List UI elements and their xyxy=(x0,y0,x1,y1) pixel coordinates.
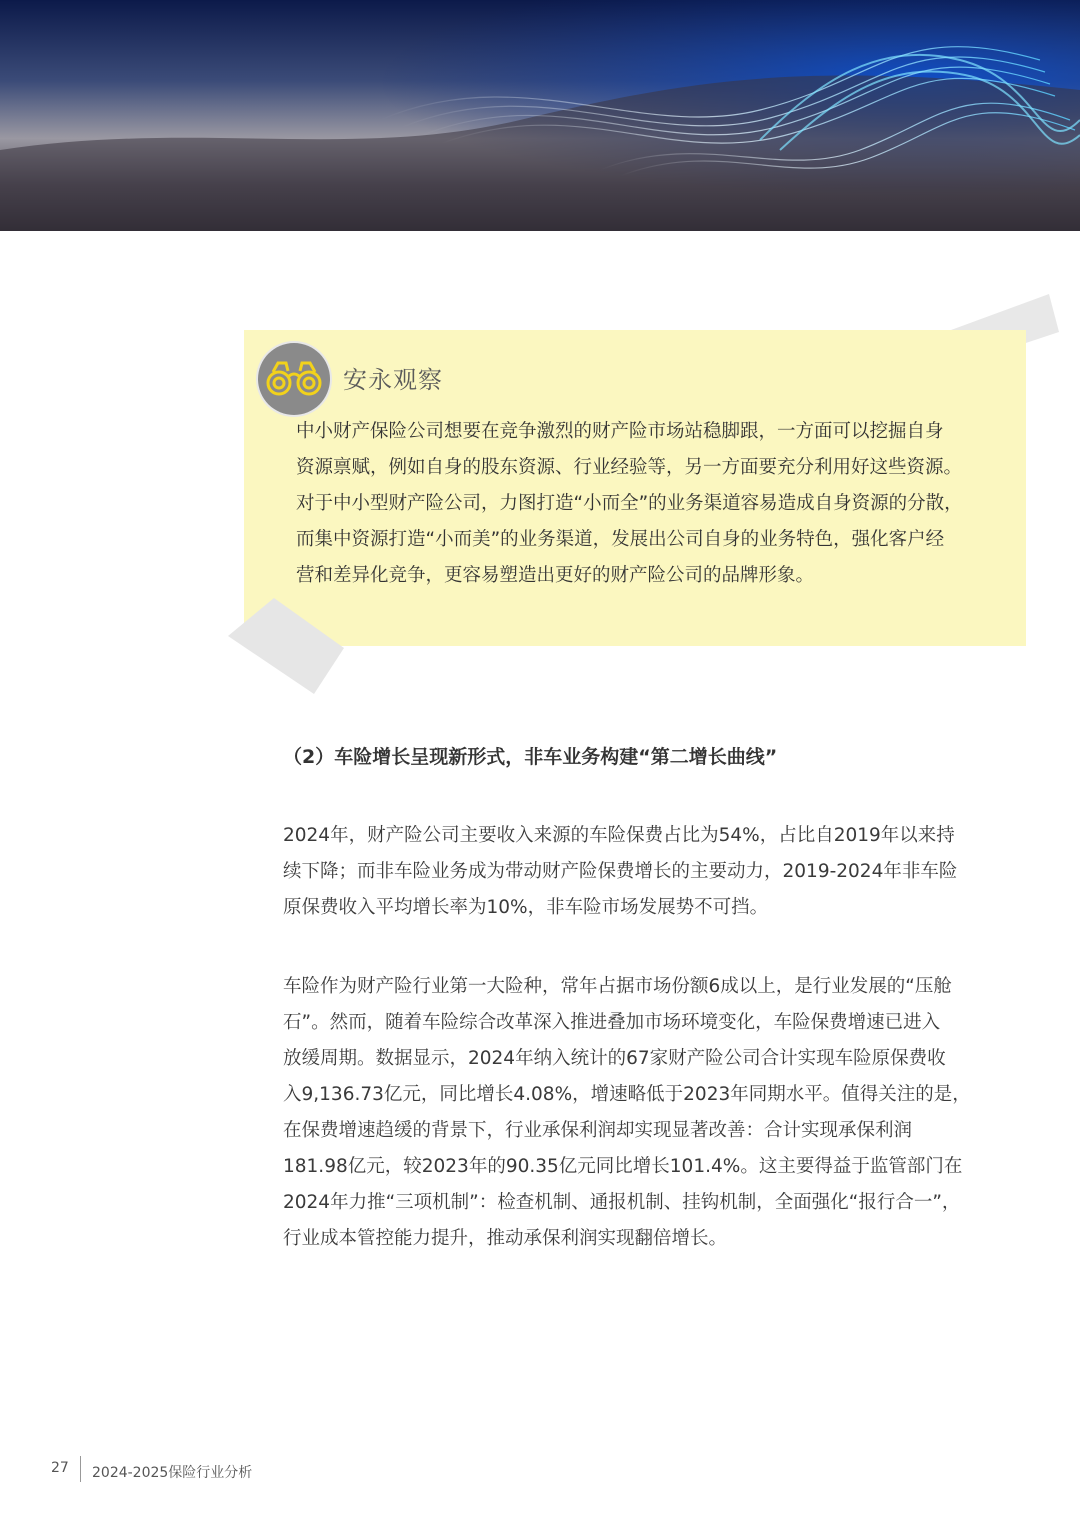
callout-line: 而集中资源打造“小而美”的业务渠道，发展出公司自身的业务特色，强化客户经 xyxy=(296,529,945,550)
body-paragraph-1 xyxy=(283,818,1013,926)
callout-line: 中小财产保险公司想要在竞争激烈的财产险市场站稳脚跟，一方面可以挖掘自身 xyxy=(296,421,944,442)
footer-divider xyxy=(80,1456,81,1482)
callout-body xyxy=(296,414,1014,594)
page-number: 27 xyxy=(51,1460,69,1476)
paragraph-line: 在保费增速趋缓的背景下，行业承保利润却实现显著改善：合计实现承保利润 xyxy=(283,1120,913,1141)
callout-title: 安永观察 xyxy=(343,366,443,394)
paragraph-line: 车险作为财产险行业第一大险种，常年占据市场份额6成以上，是行业发展的“压舱 xyxy=(283,976,952,997)
section-heading: （2）车险增长呈现新形式，非车业务构建“第二增长曲线” xyxy=(283,746,778,768)
callout-line: 对于中小型财产险公司，力图打造“小而全”的业务渠道容易造成自身资源的分散， xyxy=(296,493,963,514)
header-banner-image xyxy=(0,0,1080,231)
paragraph-line: 石”。然而，随着车险综合改革深入推进叠加市场环境变化，车险保费增速已进入 xyxy=(283,1012,941,1033)
callout-line: 资源禀赋，例如自身的股东资源、行业经验等，另一方面要充分利用好这些资源。 xyxy=(296,457,963,478)
paragraph-line: 2024年，财产险公司主要收入来源的车险保费占比为54%，占比自2019年以来持 xyxy=(283,825,955,846)
paragraph-line: 入9,136.73亿元，同比增长4.08%，增速略低于2023年同期水平。值得关注的是， xyxy=(283,1084,971,1105)
footer-document-title: 2024-2025保险行业分析 xyxy=(92,1465,253,1481)
light-wave-graphic xyxy=(0,0,1080,231)
callout-badge xyxy=(258,343,330,415)
paragraph-line: 2024年力推“三项机制”：检查机制、通报机制、挂钩机制，全面强化“报行合一”， xyxy=(283,1192,961,1213)
callout-line: 营和差异化竞争，更容易塑造出更好的财产险公司的品牌形象。 xyxy=(296,565,815,586)
decorative-brush-stroke-bottom xyxy=(226,596,356,696)
paragraph-line: 原保费收入平均增长率为10%，非车险市场发展势不可挡。 xyxy=(283,897,769,918)
body-paragraph-2 xyxy=(283,969,1013,1257)
paragraph-line: 放缓周期。数据显示，2024年纳入统计的67家财产险公司合计实现车险原保费收 xyxy=(283,1048,946,1069)
binoculars-icon xyxy=(264,357,324,401)
paragraph-line: 行业成本管控能力提升，推动承保利润实现翻倍增长。 xyxy=(283,1228,728,1249)
paragraph-line: 181.98亿元，较2023年的90.35亿元同比增长101.4%。这主要得益于监管部门在 xyxy=(283,1156,963,1177)
paragraph-line: 续下降；而非车险业务成为带动财产险保费增长的主要动力，2019-2024年非车险 xyxy=(283,861,958,882)
